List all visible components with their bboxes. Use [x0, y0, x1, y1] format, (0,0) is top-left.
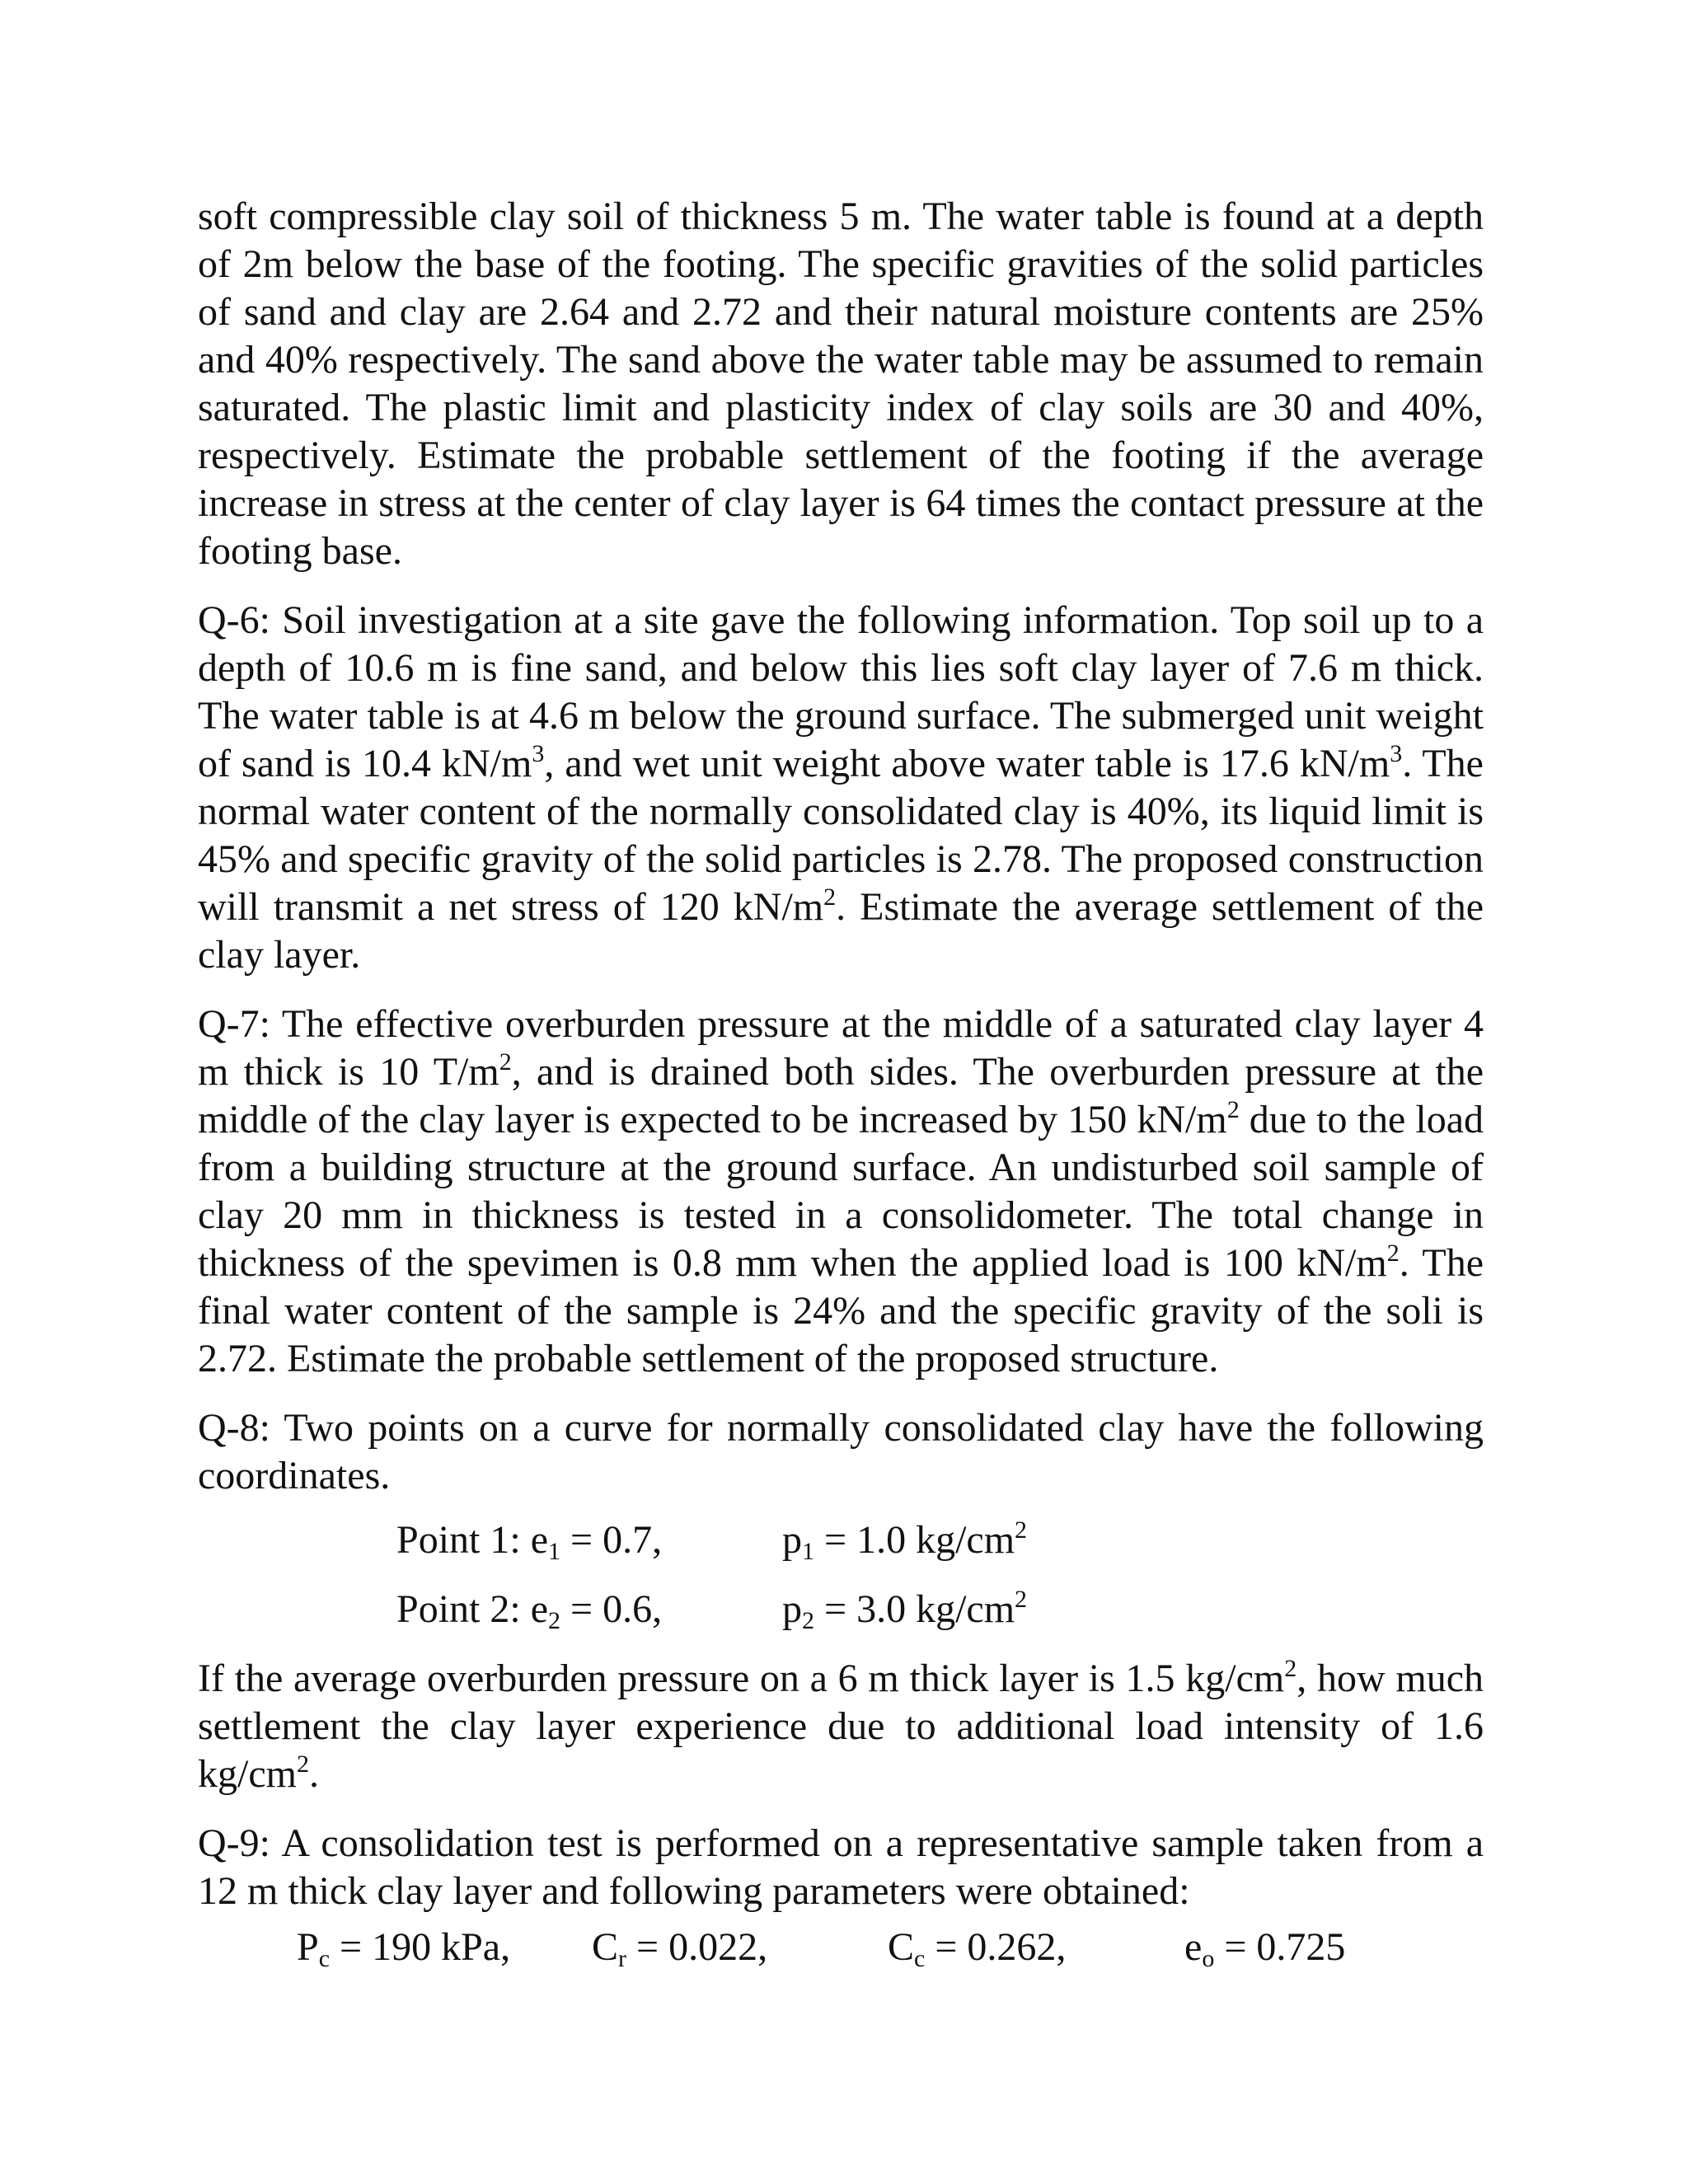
param-label: e: [1184, 1925, 1203, 1969]
subscript: 1: [548, 1538, 561, 1565]
subscript: o: [1202, 1945, 1215, 1972]
paragraph-text: Q-6: Soil investigation at a site gave the following information. Top soil up to a depth of 10.6 m is fine sand, and below this lies soft clay layer of 7.6 m thick. The water table is at 4.6 m below the ground surface. The submerged unit weight of sand is 10.4 kN/m: [198, 598, 1484, 785]
paragraph-text: Q-8: Two points on a curve for normally consolidated clay have the following coordinates.: [198, 1406, 1484, 1497]
superscript: 3: [1390, 740, 1403, 767]
paragraph-text: If the average overburden pressure on a 6 m thick layer is 1.5 kg/cm: [198, 1657, 1285, 1700]
superscript: 2: [1015, 1586, 1028, 1613]
param-compression-index: [888, 1924, 1066, 1971]
param-value: = 0.725: [1214, 1925, 1346, 1969]
param-label: P: [297, 1925, 319, 1969]
paragraph-text: .: [308, 1752, 319, 1796]
superscript: 2: [1284, 1655, 1297, 1682]
paragraph-text: , and is drained both sides. The overburden pressure at the middle of the clay layer is expected to be increased by 150 kN/m: [198, 1050, 1484, 1141]
paragraph-text: due to the load from a building structure at the ground surface. An undisturbed soil sample of clay 20 mm in thickness is tested in a consolidometer. The total change in thickness of the spevimen is 0.8 mm when the applied load is 100 kN/m: [198, 1098, 1484, 1285]
paragraph-text: , and wet unit weight above water table is 17.6 kN/m: [544, 742, 1390, 785]
superscript: 2: [296, 1750, 309, 1778]
superscript: 3: [532, 740, 545, 767]
document-page: [198, 193, 1484, 1981]
point-1-void-ratio: [396, 1516, 662, 1564]
point-2-void-ratio: [396, 1586, 662, 1633]
coordinate-points: [198, 1510, 1484, 1652]
param-initial-void-ratio: [1184, 1924, 1345, 1971]
subscript: 1: [802, 1538, 814, 1565]
pressure-value: = 1.0 kg/cm: [814, 1518, 1015, 1562]
paragraph-text: . The final water content of the sample is 24% and the specific gravity of the soli is 2.72. Estimate the probable settlement of the proposed structure.: [198, 1241, 1484, 1380]
param-recompression-index: [592, 1924, 767, 1971]
paragraph-text: . The normal water content of the normally consolidated clay is 40%, its liquid limit is 45% and specific gravity of the solid particles is 2.78. The proposed construction will transmit a net stress of 120 kN/m: [198, 742, 1484, 929]
subscript: c: [318, 1945, 331, 1972]
param-label: C: [592, 1925, 619, 1969]
subscript: r: [618, 1945, 627, 1972]
pressure-value: = 3.0 kg/cm: [814, 1587, 1015, 1631]
param-preconsolidation-pressure: [297, 1924, 510, 1971]
point-value: = 0.6,: [560, 1587, 663, 1631]
superscript: 2: [499, 1048, 512, 1076]
point-label: Point 2: e: [396, 1587, 549, 1631]
paragraph-text: soft compressible clay soil of thickness 5 m. The water table is found at a depth of 2m below the base of the footing. The specific gravities of the solid particles of sand and clay are 2.64 and 2.72 and their natural moisture contents are 25% and 40% respectively. The sand above the water table may be assumed to remain saturated. The plastic limit and plasticity index of clay soils are 30 and 40%, respectively. Estimate the probable settlement of the footing if the average increase in stress at the center of clay layer is 64 times the contact pressure at the footing base.: [198, 194, 1484, 573]
point-label: Point 1: e: [396, 1518, 549, 1562]
subscript: c: [914, 1945, 926, 1972]
param-label: C: [888, 1925, 915, 1969]
param-value: = 0.262,: [925, 1925, 1067, 1969]
paragraph-q8-intro: [198, 1404, 1484, 1500]
paragraph-q6: [198, 597, 1484, 979]
paragraph-text: , how much settlement the clay layer experience due to additional load intensity of 1.6 kg/cm: [198, 1657, 1484, 1796]
point-row-1: [198, 1516, 1484, 1564]
consolidation-parameters: [198, 1924, 1484, 1981]
subscript: 2: [548, 1607, 561, 1634]
pressure-label: p: [782, 1587, 802, 1631]
pressure-label: p: [782, 1518, 802, 1562]
superscript: 2: [1015, 1516, 1028, 1544]
superscript: 2: [1226, 1096, 1240, 1123]
paragraph-q8-question: [198, 1655, 1484, 1798]
point-row-2: [198, 1586, 1484, 1633]
point-value: = 0.7,: [560, 1518, 663, 1562]
point-1-pressure: [782, 1516, 1027, 1564]
subscript: 2: [802, 1607, 814, 1634]
point-2-pressure: [782, 1586, 1027, 1633]
superscript: 2: [823, 883, 837, 911]
param-value: = 0.022,: [626, 1925, 768, 1969]
paragraph-q7: [198, 1001, 1484, 1383]
paragraph-q9: [198, 1820, 1484, 1915]
paragraph-q5-continuation: [198, 193, 1484, 575]
paragraph-text: Q-7: The effective overburden pressure at the middle of a saturated clay layer 4 m thick is 10 T/m: [198, 1002, 1484, 1094]
paragraph-text: . Estimate the average settlement of the clay layer.: [198, 885, 1484, 977]
param-value: = 190 kPa,: [330, 1925, 511, 1969]
paragraph-text: Q-9: A consolidation test is performed on a representative sample taken from a 12 m thick clay layer and following parameters were obtained:: [198, 1821, 1484, 1913]
superscript: 2: [1386, 1240, 1400, 1267]
